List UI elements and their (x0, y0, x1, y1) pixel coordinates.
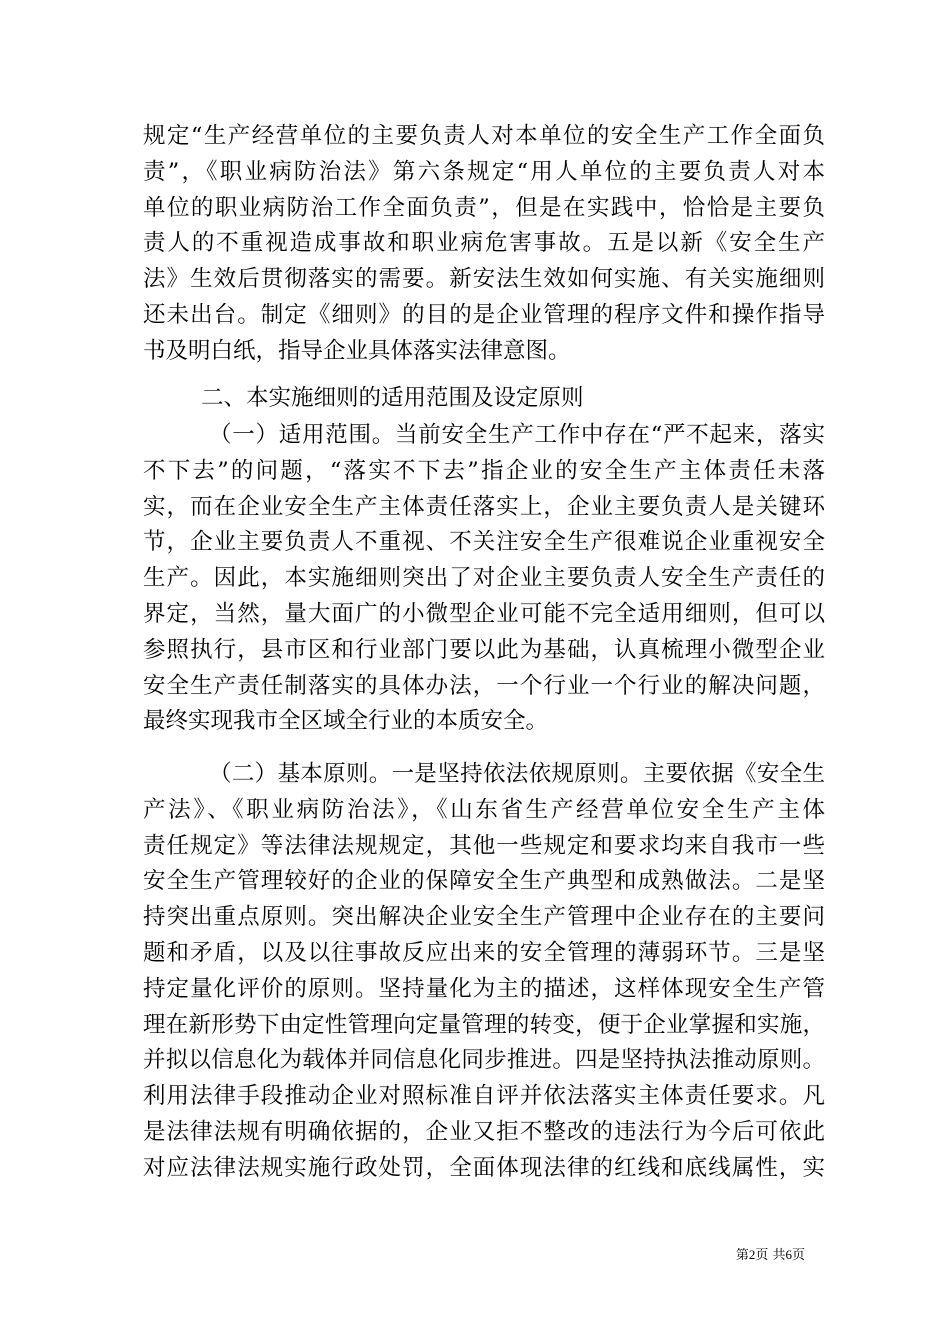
footer-suffix: 页 (791, 1248, 805, 1263)
text-line: 安全生产管理较好的企业的保障安全生产典型和成熟做法。二是坚 (143, 868, 825, 895)
text-line: 利用法律手段推动企业对照标准自评并依法落实主体责任要求。凡 (143, 1083, 825, 1110)
paragraph-scope (143, 418, 825, 740)
section-heading (143, 381, 825, 417)
text-line: 责任规定》等法律法规规定，其他一些规定和要求均来自我市一些 (143, 832, 825, 859)
total-page-number: 6 (785, 1247, 792, 1262)
text-line: 参照执行，县市区和行业部门要以此为基础，认真梳理小微型企业 (143, 636, 825, 663)
text-line: 责”，《职业病防治法》第六条规定“用人单位的主要负责人对本 (143, 158, 825, 185)
text-line: 节，企业主要负责人不重视、不关注安全生产很难说企业重视安全 (143, 529, 825, 556)
text-line: 最终实现我市全区域全行业的本质安全。 (143, 708, 549, 735)
page-number-footer (736, 1247, 805, 1264)
current-page-number: 2 (748, 1247, 756, 1262)
text-line: 界定，当然，量大面广的小微型企业可能不完全适用细则，但可以 (143, 600, 825, 627)
text-line: 法》生效后贯彻落实的需要。新安法生效如何实施、有关实施细则 (143, 266, 825, 293)
text-line: 责人的不重视造成事故和职业病危害事故。五是以新《安全生产 (143, 230, 825, 257)
footer-middle: 页 共 (755, 1248, 786, 1263)
text-line: 持突出重点原则。突出解决企业安全生产管理中企业存在的主要问 (143, 904, 825, 931)
text-line: 持定量化评价的原则。坚持量化为主的描述，这样体现安全生产管 (143, 975, 825, 1002)
text-line: 对应法律法规实施行政处罚，全面体现法律的红线和底线属性，实 (143, 1154, 825, 1181)
text-line: 还未出台。制定《细则》的目的是企业管理的程序文件和操作指导 (143, 301, 825, 328)
text-line: 并拟以信息化为载体并同信息化同步推进。四是坚持执法推动原则。 (143, 1047, 825, 1074)
text-line: （二）基本原则。一是坚持依法依规原则。主要依据《安全生 (209, 761, 825, 787)
text-line: 书及明白纸，指导企业具体落实法律意图。 (143, 337, 571, 364)
text-line: 规定“生产经营单位的主要负责人对本单位的安全生产工作全面负 (143, 123, 825, 149)
text-line: 安全生产责任制落实的具体办法，一个行业一个行业的解决问题， (143, 672, 825, 699)
text-line: 产法》、《职业病防治法》，《山东省生产经营单位安全生产主体 (143, 796, 825, 823)
text-line: 理在新形势下由定性管理向定量管理的转变，便于企业掌握和实施， (143, 1011, 825, 1038)
text-line: 生产。因此，本实施细则突出了对企业主要负责人安全生产责任的 (143, 565, 825, 592)
footer-prefix: 第 (735, 1248, 749, 1263)
paragraph-continuation (143, 119, 825, 370)
text-line: 是法律法规有明确依据的，企业又拒不整改的违法行为今后可依此 (143, 1118, 825, 1145)
text-line: （一）适用范围。当前安全生产工作中存在“严不起来，落实 (209, 422, 825, 448)
paragraph-principles (143, 757, 825, 1187)
text-line: 不下去”的问题，“落实不下去”指企业的安全生产主体责任未落 (143, 457, 825, 484)
text-line: 实，而在企业安全生产主体责任落实上，企业主要负责人是关键环 (143, 493, 825, 520)
text-line: 单位的职业病防治工作全面负责”，但是在实践中，恰恰是主要负 (143, 194, 825, 221)
heading-text: 二、本实施细则的适用范围及设定原则 (201, 385, 584, 411)
text-line: 题和矛盾，以及以往事故反应出来的安全管理的薄弱环节。三是坚 (143, 939, 825, 966)
